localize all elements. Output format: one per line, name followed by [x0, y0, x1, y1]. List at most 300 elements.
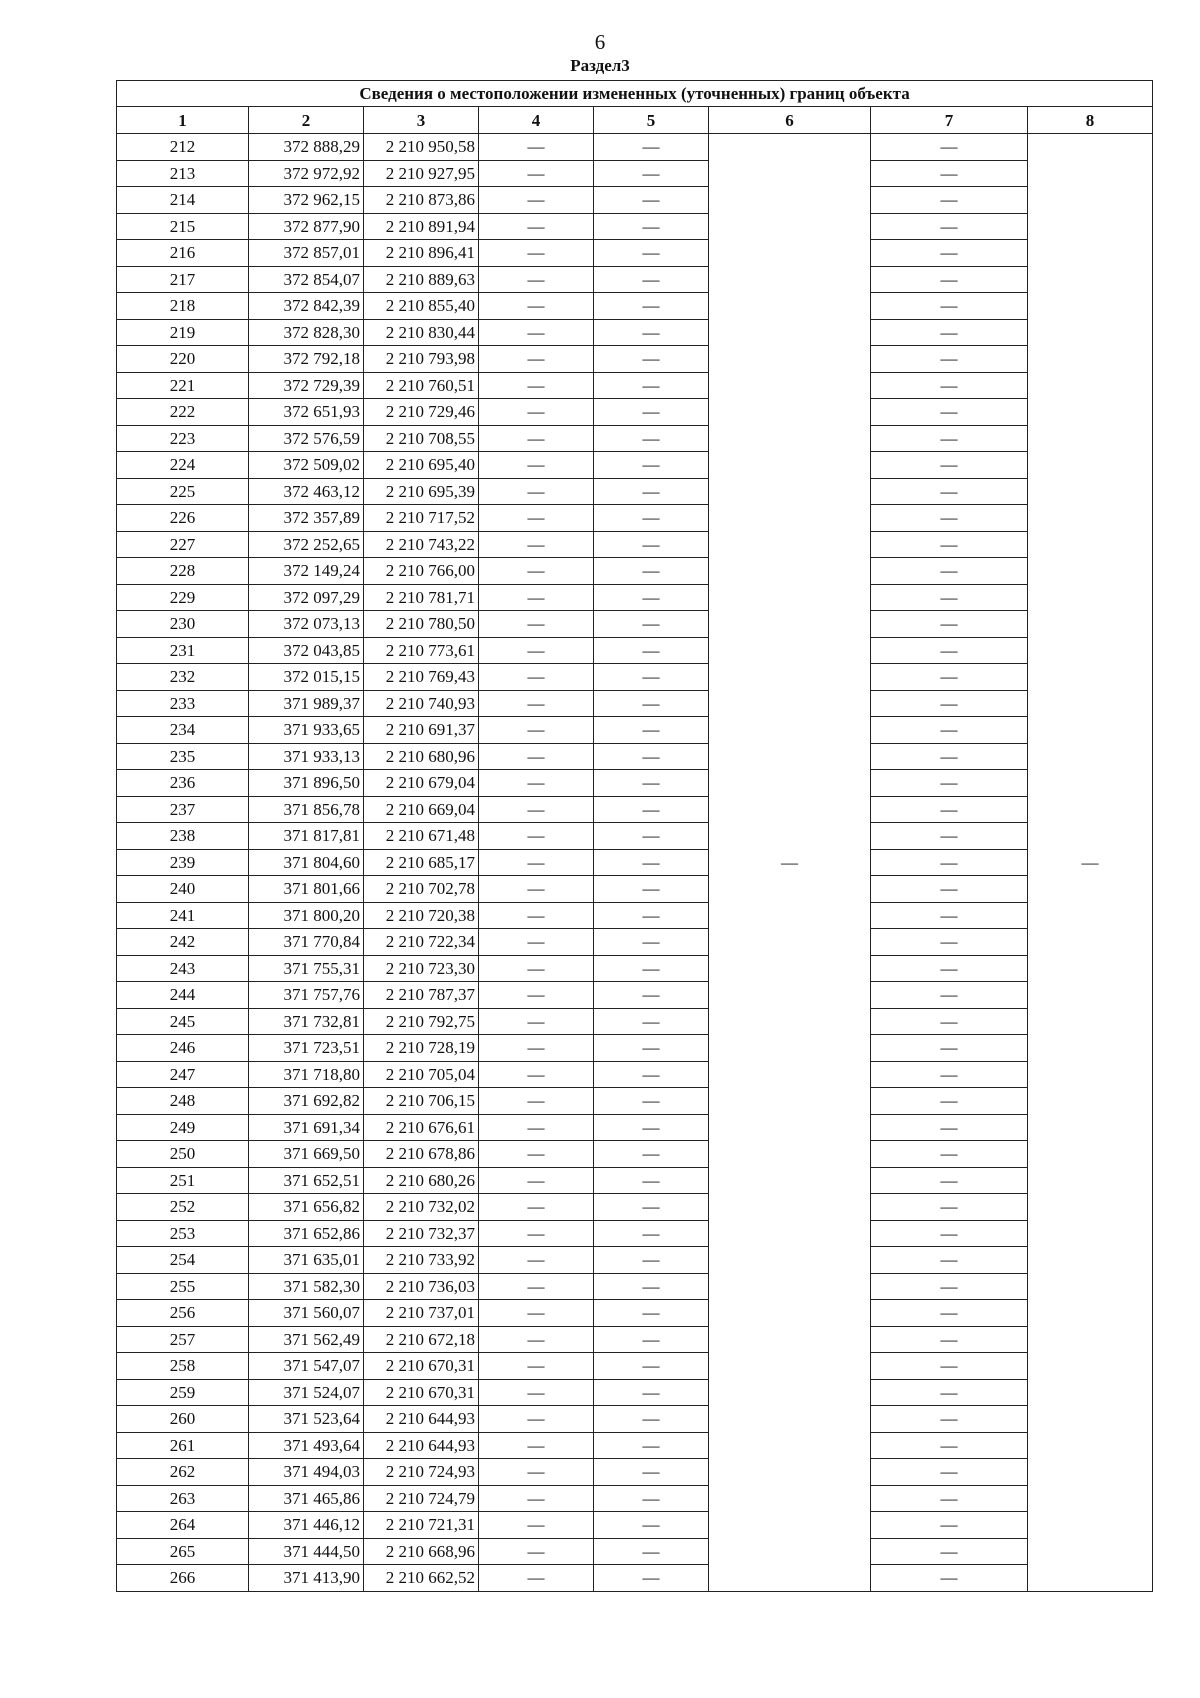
- x-coordinate-cell: 372 842,39: [249, 293, 364, 320]
- table-row: [117, 213, 1153, 240]
- column-5-dash-cell: —: [594, 1061, 709, 1088]
- column-7-dash-cell: —: [871, 902, 1028, 929]
- x-coordinate-cell: 371 732,81: [249, 1008, 364, 1035]
- column-5-dash-cell: —: [594, 1114, 709, 1141]
- column-4-dash-cell: —: [479, 240, 594, 267]
- x-coordinate-cell: 372 463,12: [249, 478, 364, 505]
- column-5-dash-cell: —: [594, 955, 709, 982]
- column-7-dash-cell: —: [871, 1512, 1028, 1539]
- table-row: [117, 1141, 1153, 1168]
- y-coordinate-cell: 2 210 671,48: [364, 823, 479, 850]
- column-4-dash-cell: —: [479, 1035, 594, 1062]
- point-number-cell: 233: [117, 690, 249, 717]
- x-coordinate-cell: 371 656,82: [249, 1194, 364, 1221]
- point-number-cell: 265: [117, 1538, 249, 1565]
- point-number-cell: 249: [117, 1114, 249, 1141]
- x-coordinate-cell: 371 413,90: [249, 1565, 364, 1592]
- table-row: [117, 399, 1153, 426]
- column-5-dash-cell: —: [594, 1459, 709, 1486]
- table-row: [117, 1194, 1153, 1221]
- y-coordinate-cell: 2 210 728,19: [364, 1035, 479, 1062]
- column-7-dash-cell: —: [871, 637, 1028, 664]
- point-number-cell: 266: [117, 1565, 249, 1592]
- column-5-dash-cell: —: [594, 1088, 709, 1115]
- point-number-cell: 261: [117, 1432, 249, 1459]
- point-number-cell: 246: [117, 1035, 249, 1062]
- point-number-cell: 241: [117, 902, 249, 929]
- column-7-dash-cell: —: [871, 955, 1028, 982]
- table-row: [117, 770, 1153, 797]
- column-5-dash-cell: —: [594, 1353, 709, 1380]
- y-coordinate-cell: 2 210 672,18: [364, 1326, 479, 1353]
- x-coordinate-cell: 371 652,51: [249, 1167, 364, 1194]
- column-4-dash-cell: —: [479, 1194, 594, 1221]
- column-7-dash-cell: —: [871, 982, 1028, 1009]
- column-4-dash-cell: —: [479, 452, 594, 479]
- y-coordinate-cell: 2 210 723,30: [364, 955, 479, 982]
- column-5-dash-cell: —: [594, 982, 709, 1009]
- table-row: [117, 478, 1153, 505]
- point-number-cell: 247: [117, 1061, 249, 1088]
- y-coordinate-cell: 2 210 769,43: [364, 664, 479, 691]
- column-7-dash-cell: —: [871, 1379, 1028, 1406]
- column-4-dash-cell: —: [479, 134, 594, 161]
- table-row: [117, 452, 1153, 479]
- column-5-dash-cell: —: [594, 743, 709, 770]
- column-5-dash-cell: —: [594, 372, 709, 399]
- column-4-dash-cell: —: [479, 717, 594, 744]
- point-number-cell: 218: [117, 293, 249, 320]
- table-caption: Сведения о местоположении измененных (уточненных) границ объекта: [117, 81, 1153, 107]
- column-4-dash-cell: —: [479, 690, 594, 717]
- column-7-dash-cell: —: [871, 266, 1028, 293]
- table-row: [117, 293, 1153, 320]
- column-4-dash-cell: —: [479, 1273, 594, 1300]
- point-number-cell: 216: [117, 240, 249, 267]
- y-coordinate-cell: 2 210 760,51: [364, 372, 479, 399]
- column-4-dash-cell: —: [479, 558, 594, 585]
- table-row: [117, 1300, 1153, 1327]
- column-7-dash-cell: —: [871, 1035, 1028, 1062]
- x-coordinate-cell: 371 465,86: [249, 1485, 364, 1512]
- column-7-dash-cell: —: [871, 1194, 1028, 1221]
- column-5-dash-cell: —: [594, 266, 709, 293]
- table-row: [117, 1008, 1153, 1035]
- x-coordinate-cell: 371 933,65: [249, 717, 364, 744]
- table-row: [117, 372, 1153, 399]
- column-7-dash-cell: —: [871, 584, 1028, 611]
- y-coordinate-cell: 2 210 855,40: [364, 293, 479, 320]
- column-7-dash-cell: —: [871, 213, 1028, 240]
- column-7-dash-cell: —: [871, 240, 1028, 267]
- column-4-dash-cell: —: [479, 1114, 594, 1141]
- x-coordinate-cell: 372 357,89: [249, 505, 364, 532]
- y-coordinate-cell: 2 210 787,37: [364, 982, 479, 1009]
- column-5-dash-cell: —: [594, 134, 709, 161]
- table-row: [117, 1088, 1153, 1115]
- column-5-dash-cell: —: [594, 1167, 709, 1194]
- column-7-dash-cell: —: [871, 1008, 1028, 1035]
- column-5-dash-cell: —: [594, 664, 709, 691]
- column-7-dash-cell: —: [871, 1406, 1028, 1433]
- column-5-dash-cell: —: [594, 425, 709, 452]
- table-row: [117, 1247, 1153, 1274]
- x-coordinate-cell: 371 933,13: [249, 743, 364, 770]
- column-4-dash-cell: —: [479, 1326, 594, 1353]
- column-4-dash-cell: —: [479, 982, 594, 1009]
- x-coordinate-cell: 371 856,78: [249, 796, 364, 823]
- y-coordinate-cell: 2 210 680,26: [364, 1167, 479, 1194]
- column-7-dash-cell: —: [871, 1141, 1028, 1168]
- column-5-dash-cell: —: [594, 1432, 709, 1459]
- y-coordinate-cell: 2 210 743,22: [364, 531, 479, 558]
- table-row: [117, 558, 1153, 585]
- point-number-cell: 223: [117, 425, 249, 452]
- x-coordinate-cell: 371 669,50: [249, 1141, 364, 1168]
- y-coordinate-cell: 2 210 766,00: [364, 558, 479, 585]
- point-number-cell: 219: [117, 319, 249, 346]
- column-7-dash-cell: —: [871, 743, 1028, 770]
- column-4-dash-cell: —: [479, 849, 594, 876]
- table-row: [117, 982, 1153, 1009]
- table-row: [117, 1565, 1153, 1592]
- column-header: 7: [871, 107, 1028, 134]
- column-7-dash-cell: —: [871, 293, 1028, 320]
- point-number-cell: 235: [117, 743, 249, 770]
- column-5-dash-cell: —: [594, 717, 709, 744]
- point-number-cell: 214: [117, 187, 249, 214]
- column-4-dash-cell: —: [479, 823, 594, 850]
- table-row: [117, 1459, 1153, 1486]
- x-coordinate-cell: 371 817,81: [249, 823, 364, 850]
- column-7-dash-cell: —: [871, 1088, 1028, 1115]
- table-row: [117, 929, 1153, 956]
- point-number-cell: 215: [117, 213, 249, 240]
- y-coordinate-cell: 2 210 717,52: [364, 505, 479, 532]
- x-coordinate-cell: 371 494,03: [249, 1459, 364, 1486]
- column-4-dash-cell: —: [479, 1220, 594, 1247]
- x-coordinate-cell: 372 651,93: [249, 399, 364, 426]
- x-coordinate-cell: 371 562,49: [249, 1326, 364, 1353]
- y-coordinate-cell: 2 210 927,95: [364, 160, 479, 187]
- column-7-dash-cell: —: [871, 611, 1028, 638]
- point-number-cell: 225: [117, 478, 249, 505]
- column-4-dash-cell: —: [479, 770, 594, 797]
- column-7-dash-cell: —: [871, 1114, 1028, 1141]
- y-coordinate-cell: 2 210 676,61: [364, 1114, 479, 1141]
- table-row: [117, 1061, 1153, 1088]
- column-5-dash-cell: —: [594, 849, 709, 876]
- y-coordinate-cell: 2 210 670,31: [364, 1379, 479, 1406]
- column-4-dash-cell: —: [479, 743, 594, 770]
- column-5-dash-cell: —: [594, 478, 709, 505]
- table-row: [117, 1114, 1153, 1141]
- point-number-cell: 250: [117, 1141, 249, 1168]
- table-row: [117, 1379, 1153, 1406]
- column-5-dash-cell: —: [594, 1300, 709, 1327]
- point-number-cell: 213: [117, 160, 249, 187]
- x-coordinate-cell: 372 828,30: [249, 319, 364, 346]
- table-row: [117, 1512, 1153, 1539]
- point-number-cell: 262: [117, 1459, 249, 1486]
- column-7-dash-cell: —: [871, 1167, 1028, 1194]
- column-header: 5: [594, 107, 709, 134]
- column-7-dash-cell: —: [871, 876, 1028, 903]
- column-6-merged-cell: —: [709, 134, 871, 1592]
- column-7-dash-cell: —: [871, 1459, 1028, 1486]
- column-5-dash-cell: —: [594, 611, 709, 638]
- table-row: [117, 955, 1153, 982]
- x-coordinate-cell: 371 493,64: [249, 1432, 364, 1459]
- column-header: 1: [117, 107, 249, 134]
- y-coordinate-cell: 2 210 732,02: [364, 1194, 479, 1221]
- y-coordinate-cell: 2 210 678,86: [364, 1141, 479, 1168]
- x-coordinate-cell: 371 635,01: [249, 1247, 364, 1274]
- y-coordinate-cell: 2 210 737,01: [364, 1300, 479, 1327]
- column-4-dash-cell: —: [479, 1300, 594, 1327]
- y-coordinate-cell: 2 210 644,93: [364, 1432, 479, 1459]
- column-7-dash-cell: —: [871, 1353, 1028, 1380]
- table-row: [117, 664, 1153, 691]
- table-row: [117, 1326, 1153, 1353]
- column-5-dash-cell: —: [594, 1008, 709, 1035]
- column-7-dash-cell: —: [871, 717, 1028, 744]
- column-5-dash-cell: —: [594, 770, 709, 797]
- y-coordinate-cell: 2 210 680,96: [364, 743, 479, 770]
- point-number-cell: 257: [117, 1326, 249, 1353]
- column-4-dash-cell: —: [479, 1061, 594, 1088]
- column-7-dash-cell: —: [871, 399, 1028, 426]
- table-row: [117, 1273, 1153, 1300]
- y-coordinate-cell: 2 210 889,63: [364, 266, 479, 293]
- y-coordinate-cell: 2 210 773,61: [364, 637, 479, 664]
- section-title: Раздел3: [570, 56, 630, 75]
- table-row: [117, 1432, 1153, 1459]
- point-number-cell: 253: [117, 1220, 249, 1247]
- coordinates-table: [116, 80, 1153, 1592]
- column-7-dash-cell: —: [871, 478, 1028, 505]
- table-row: [117, 134, 1153, 161]
- y-coordinate-cell: 2 210 830,44: [364, 319, 479, 346]
- table-row: [117, 637, 1153, 664]
- point-number-cell: 254: [117, 1247, 249, 1274]
- x-coordinate-cell: 372 576,59: [249, 425, 364, 452]
- column-5-dash-cell: —: [594, 531, 709, 558]
- column-5-dash-cell: —: [594, 187, 709, 214]
- column-4-dash-cell: —: [479, 293, 594, 320]
- table-row: [117, 876, 1153, 903]
- column-7-dash-cell: —: [871, 372, 1028, 399]
- column-7-dash-cell: —: [871, 1273, 1028, 1300]
- x-coordinate-cell: 372 854,07: [249, 266, 364, 293]
- table-row: [117, 717, 1153, 744]
- table-row: [117, 531, 1153, 558]
- column-5-dash-cell: —: [594, 1141, 709, 1168]
- column-4-dash-cell: —: [479, 160, 594, 187]
- point-number-cell: 251: [117, 1167, 249, 1194]
- column-7-dash-cell: —: [871, 1485, 1028, 1512]
- column-4-dash-cell: —: [479, 1538, 594, 1565]
- column-7-dash-cell: —: [871, 134, 1028, 161]
- table-row: [117, 1538, 1153, 1565]
- column-5-dash-cell: —: [594, 1379, 709, 1406]
- y-coordinate-cell: 2 210 732,37: [364, 1220, 479, 1247]
- point-number-cell: 226: [117, 505, 249, 532]
- point-number-cell: 255: [117, 1273, 249, 1300]
- column-5-dash-cell: —: [594, 1326, 709, 1353]
- y-coordinate-cell: 2 210 896,41: [364, 240, 479, 267]
- x-coordinate-cell: 371 691,34: [249, 1114, 364, 1141]
- column-5-dash-cell: —: [594, 1035, 709, 1062]
- table-row: [117, 505, 1153, 532]
- column-7-dash-cell: —: [871, 1326, 1028, 1353]
- column-4-dash-cell: —: [479, 876, 594, 903]
- column-4-dash-cell: —: [479, 1353, 594, 1380]
- column-5-dash-cell: —: [594, 452, 709, 479]
- y-coordinate-cell: 2 210 740,93: [364, 690, 479, 717]
- table-row: [117, 849, 1153, 876]
- column-5-dash-cell: —: [594, 1512, 709, 1539]
- y-coordinate-cell: 2 210 724,79: [364, 1485, 479, 1512]
- y-coordinate-cell: 2 210 669,04: [364, 796, 479, 823]
- column-4-dash-cell: —: [479, 1167, 594, 1194]
- x-coordinate-cell: 371 582,30: [249, 1273, 364, 1300]
- column-7-dash-cell: —: [871, 187, 1028, 214]
- x-coordinate-cell: 371 804,60: [249, 849, 364, 876]
- column-7-dash-cell: —: [871, 160, 1028, 187]
- table-row: [117, 346, 1153, 373]
- column-7-dash-cell: —: [871, 346, 1028, 373]
- column-4-dash-cell: —: [479, 478, 594, 505]
- column-4-dash-cell: —: [479, 1008, 594, 1035]
- y-coordinate-cell: 2 210 706,15: [364, 1088, 479, 1115]
- x-coordinate-cell: 372 729,39: [249, 372, 364, 399]
- column-4-dash-cell: —: [479, 902, 594, 929]
- x-coordinate-cell: 371 446,12: [249, 1512, 364, 1539]
- point-number-cell: 238: [117, 823, 249, 850]
- point-number-cell: 234: [117, 717, 249, 744]
- table-body: [117, 134, 1153, 1592]
- point-number-cell: 240: [117, 876, 249, 903]
- point-number-cell: 236: [117, 770, 249, 797]
- x-coordinate-cell: 371 800,20: [249, 902, 364, 929]
- column-5-dash-cell: —: [594, 637, 709, 664]
- table-row: [117, 1485, 1153, 1512]
- y-coordinate-cell: 2 210 736,03: [364, 1273, 479, 1300]
- column-5-dash-cell: —: [594, 346, 709, 373]
- column-5-dash-cell: —: [594, 690, 709, 717]
- x-coordinate-cell: 372 877,90: [249, 213, 364, 240]
- x-coordinate-cell: 371 524,07: [249, 1379, 364, 1406]
- point-number-cell: 260: [117, 1406, 249, 1433]
- column-header: 2: [249, 107, 364, 134]
- y-coordinate-cell: 2 210 644,93: [364, 1406, 479, 1433]
- column-7-dash-cell: —: [871, 1538, 1028, 1565]
- column-5-dash-cell: —: [594, 796, 709, 823]
- column-7-dash-cell: —: [871, 319, 1028, 346]
- point-number-cell: 243: [117, 955, 249, 982]
- column-4-dash-cell: —: [479, 1088, 594, 1115]
- column-4-dash-cell: —: [479, 399, 594, 426]
- column-4-dash-cell: —: [479, 1459, 594, 1486]
- point-number-cell: 231: [117, 637, 249, 664]
- column-5-dash-cell: —: [594, 293, 709, 320]
- column-7-dash-cell: —: [871, 1432, 1028, 1459]
- table-row: [117, 160, 1153, 187]
- y-coordinate-cell: 2 210 679,04: [364, 770, 479, 797]
- column-7-dash-cell: —: [871, 823, 1028, 850]
- column-7-dash-cell: —: [871, 690, 1028, 717]
- y-coordinate-cell: 2 210 721,31: [364, 1512, 479, 1539]
- column-7-dash-cell: —: [871, 531, 1028, 558]
- column-7-dash-cell: —: [871, 558, 1028, 585]
- y-coordinate-cell: 2 210 670,31: [364, 1353, 479, 1380]
- x-coordinate-cell: 371 692,82: [249, 1088, 364, 1115]
- x-coordinate-cell: 372 149,24: [249, 558, 364, 585]
- point-number-cell: 222: [117, 399, 249, 426]
- y-coordinate-cell: 2 210 691,37: [364, 717, 479, 744]
- column-5-dash-cell: —: [594, 1220, 709, 1247]
- point-number-cell: 263: [117, 1485, 249, 1512]
- column-7-dash-cell: —: [871, 452, 1028, 479]
- column-4-dash-cell: —: [479, 187, 594, 214]
- table-row: [117, 584, 1153, 611]
- y-coordinate-cell: 2 210 780,50: [364, 611, 479, 638]
- y-coordinate-cell: 2 210 724,93: [364, 1459, 479, 1486]
- x-coordinate-cell: 371 801,66: [249, 876, 364, 903]
- x-coordinate-cell: 372 509,02: [249, 452, 364, 479]
- column-header: 4: [479, 107, 594, 134]
- column-4-dash-cell: —: [479, 1406, 594, 1433]
- column-5-dash-cell: —: [594, 929, 709, 956]
- x-coordinate-cell: 372 252,65: [249, 531, 364, 558]
- column-7-dash-cell: —: [871, 425, 1028, 452]
- point-number-cell: 242: [117, 929, 249, 956]
- column-5-dash-cell: —: [594, 1565, 709, 1592]
- point-number-cell: 224: [117, 452, 249, 479]
- table-row: [117, 240, 1153, 267]
- column-5-dash-cell: —: [594, 823, 709, 850]
- y-coordinate-cell: 2 210 685,17: [364, 849, 479, 876]
- column-5-dash-cell: —: [594, 558, 709, 585]
- x-coordinate-cell: 372 015,15: [249, 664, 364, 691]
- point-number-cell: 248: [117, 1088, 249, 1115]
- column-4-dash-cell: —: [479, 1432, 594, 1459]
- x-coordinate-cell: 372 043,85: [249, 637, 364, 664]
- column-4-dash-cell: —: [479, 372, 594, 399]
- column-header: 8: [1028, 107, 1153, 134]
- column-4-dash-cell: —: [479, 1141, 594, 1168]
- column-5-dash-cell: —: [594, 1538, 709, 1565]
- column-4-dash-cell: —: [479, 319, 594, 346]
- table-row: [117, 1167, 1153, 1194]
- column-7-dash-cell: —: [871, 1220, 1028, 1247]
- table-row: [117, 743, 1153, 770]
- table-row: [117, 902, 1153, 929]
- column-header: 6: [709, 107, 871, 134]
- column-4-dash-cell: —: [479, 796, 594, 823]
- column-7-dash-cell: —: [871, 796, 1028, 823]
- column-4-dash-cell: —: [479, 266, 594, 293]
- y-coordinate-cell: 2 210 708,55: [364, 425, 479, 452]
- column-4-dash-cell: —: [479, 611, 594, 638]
- column-7-dash-cell: —: [871, 1300, 1028, 1327]
- column-7-dash-cell: —: [871, 1061, 1028, 1088]
- y-coordinate-cell: 2 210 668,96: [364, 1538, 479, 1565]
- y-coordinate-cell: 2 210 695,39: [364, 478, 479, 505]
- point-number-cell: 264: [117, 1512, 249, 1539]
- column-5-dash-cell: —: [594, 240, 709, 267]
